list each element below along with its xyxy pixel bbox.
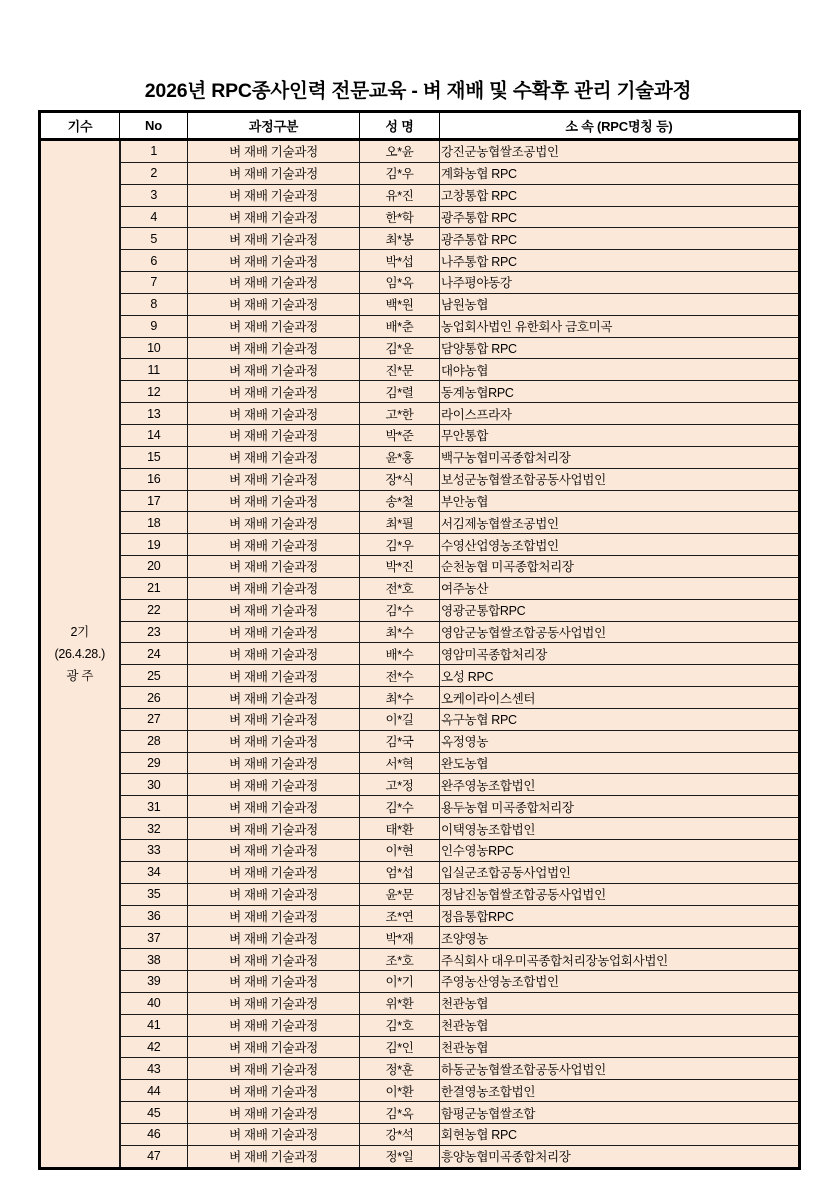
cohort-line: 2기 (70, 624, 89, 639)
cell-name: 김*호 (360, 1014, 440, 1036)
cell-org: 담양통합 RPC (440, 337, 800, 359)
cell-org: 영암미곡종합처리장 (440, 643, 800, 665)
cell-name: 정*일 (360, 1145, 440, 1168)
cell-no: 20 (120, 556, 188, 578)
column-header-no: No (120, 112, 188, 140)
cell-course: 벼 재배 기술과정 (188, 293, 360, 315)
cell-name: 최*봉 (360, 228, 440, 250)
cell-org: 보성군농협쌀조합공동사업법인 (440, 468, 800, 490)
table-row (40, 556, 800, 578)
cell-course: 벼 재배 기술과정 (188, 315, 360, 337)
cell-org: 고창통합 RPC (440, 184, 800, 206)
cell-name: 배*수 (360, 643, 440, 665)
cell-name: 김*우 (360, 534, 440, 556)
cell-org: 광주통합 RPC (440, 206, 800, 228)
table-row (40, 818, 800, 840)
cell-name: 고*정 (360, 774, 440, 796)
cell-no: 43 (120, 1058, 188, 1080)
table-row (40, 1014, 800, 1036)
table-row (40, 446, 800, 468)
cell-name: 배*춘 (360, 315, 440, 337)
cell-no: 18 (120, 512, 188, 534)
table-row (40, 927, 800, 949)
table-row (40, 577, 800, 599)
table-header-row (40, 112, 800, 140)
cell-no: 35 (120, 883, 188, 905)
cell-course: 벼 재배 기술과정 (188, 424, 360, 446)
cell-org: 회현농협 RPC (440, 1123, 800, 1145)
cell-name: 전*호 (360, 577, 440, 599)
cell-course: 벼 재배 기술과정 (188, 883, 360, 905)
cell-name: 전*수 (360, 665, 440, 687)
cell-no: 6 (120, 250, 188, 272)
table-row (40, 665, 800, 687)
cell-no: 5 (120, 228, 188, 250)
table-row (40, 730, 800, 752)
cell-org: 옥정영농 (440, 730, 800, 752)
table-row (40, 774, 800, 796)
cell-no: 12 (120, 381, 188, 403)
table-row (40, 512, 800, 534)
cell-name: 최*수 (360, 621, 440, 643)
cell-org: 오케이라이스센터 (440, 687, 800, 709)
cell-course: 벼 재배 기술과정 (188, 556, 360, 578)
cell-name: 이*길 (360, 708, 440, 730)
cell-org: 용두농협 미곡종합처리장 (440, 796, 800, 818)
cell-course: 벼 재배 기술과정 (188, 774, 360, 796)
table-row (40, 708, 800, 730)
cell-name: 조*연 (360, 905, 440, 927)
cell-org: 천관농협 (440, 1036, 800, 1058)
cell-no: 47 (120, 1145, 188, 1168)
cell-course: 벼 재배 기술과정 (188, 140, 360, 163)
table-body (40, 140, 800, 1169)
table-row (40, 1102, 800, 1124)
table-row (40, 971, 800, 993)
cell-org: 천관농협 (440, 992, 800, 1014)
cell-name: 윤*문 (360, 883, 440, 905)
cell-org: 한결영농조합법인 (440, 1080, 800, 1102)
cell-name: 최*수 (360, 687, 440, 709)
cell-course: 벼 재배 기술과정 (188, 1014, 360, 1036)
table-row (40, 490, 800, 512)
cell-no: 9 (120, 315, 188, 337)
roster-table (38, 110, 801, 1170)
cell-no: 3 (120, 184, 188, 206)
cell-org: 라이스프라자 (440, 403, 800, 425)
cell-name: 김*운 (360, 337, 440, 359)
cell-name: 김*옥 (360, 1102, 440, 1124)
cell-name: 서*혁 (360, 752, 440, 774)
cell-no: 10 (120, 337, 188, 359)
cell-course: 벼 재배 기술과정 (188, 730, 360, 752)
cell-no: 36 (120, 905, 188, 927)
cell-no: 13 (120, 403, 188, 425)
cell-org: 나주통합 RPC (440, 250, 800, 272)
cell-no: 4 (120, 206, 188, 228)
cell-name: 최*필 (360, 512, 440, 534)
table-row (40, 140, 800, 163)
cell-course: 벼 재배 기술과정 (188, 337, 360, 359)
cell-no: 2 (120, 162, 188, 184)
cell-no: 33 (120, 840, 188, 862)
cell-cohort (40, 140, 120, 1169)
cell-course: 벼 재배 기술과정 (188, 1102, 360, 1124)
cell-org: 인수영농RPC (440, 840, 800, 862)
cell-name: 강*석 (360, 1123, 440, 1145)
cell-course: 벼 재배 기술과정 (188, 992, 360, 1014)
table-row (40, 206, 800, 228)
cell-org: 주영농산영농조합법인 (440, 971, 800, 993)
cell-course: 벼 재배 기술과정 (188, 599, 360, 621)
cell-course: 벼 재배 기술과정 (188, 446, 360, 468)
cell-org: 계화농협 RPC (440, 162, 800, 184)
cell-name: 이*현 (360, 840, 440, 862)
cell-org: 입실군조합공동사업법인 (440, 861, 800, 883)
cell-course: 벼 재배 기술과정 (188, 272, 360, 294)
table-row (40, 250, 800, 272)
table-row (40, 184, 800, 206)
cell-course: 벼 재배 기술과정 (188, 1145, 360, 1168)
cell-no: 29 (120, 752, 188, 774)
cell-no: 27 (120, 708, 188, 730)
cell-no: 34 (120, 861, 188, 883)
cell-name: 윤*홍 (360, 446, 440, 468)
cell-course: 벼 재배 기술과정 (188, 665, 360, 687)
table-row (40, 1123, 800, 1145)
cell-course: 벼 재배 기술과정 (188, 184, 360, 206)
table-row (40, 1058, 800, 1080)
cell-name: 정*훈 (360, 1058, 440, 1080)
table-row (40, 687, 800, 709)
table-row (40, 293, 800, 315)
table-row (40, 381, 800, 403)
cell-name: 박*섭 (360, 250, 440, 272)
cell-course: 벼 재배 기술과정 (188, 512, 360, 534)
cell-name: 위*환 (360, 992, 440, 1014)
cell-course: 벼 재배 기술과정 (188, 971, 360, 993)
cell-org: 영암군농협쌀조합공동사업법인 (440, 621, 800, 643)
cell-org: 완도농협 (440, 752, 800, 774)
cell-no: 40 (120, 992, 188, 1014)
cell-name: 박*진 (360, 556, 440, 578)
cell-org: 하동군농협쌀조합공동사업법인 (440, 1058, 800, 1080)
cell-course: 벼 재배 기술과정 (188, 949, 360, 971)
cell-course: 벼 재배 기술과정 (188, 861, 360, 883)
table-row (40, 403, 800, 425)
cell-no: 32 (120, 818, 188, 840)
table-row (40, 796, 800, 818)
cell-no: 30 (120, 774, 188, 796)
cell-no: 44 (120, 1080, 188, 1102)
cell-org: 여주농산 (440, 577, 800, 599)
cell-course: 벼 재배 기술과정 (188, 1036, 360, 1058)
cell-name: 박*준 (360, 424, 440, 446)
cell-course: 벼 재배 기술과정 (188, 403, 360, 425)
table-row (40, 337, 800, 359)
cell-course: 벼 재배 기술과정 (188, 250, 360, 272)
cell-name: 태*환 (360, 818, 440, 840)
cell-course: 벼 재배 기술과정 (188, 687, 360, 709)
column-header-cohort: 기수 (40, 112, 120, 140)
table-row (40, 272, 800, 294)
cell-org: 함평군농협쌀조합 (440, 1102, 800, 1124)
cell-no: 28 (120, 730, 188, 752)
cell-no: 42 (120, 1036, 188, 1058)
cell-no: 1 (120, 140, 188, 163)
cohort-line: (26.4.28.) (54, 646, 105, 661)
table-row (40, 752, 800, 774)
cell-no: 45 (120, 1102, 188, 1124)
cell-no: 41 (120, 1014, 188, 1036)
cell-org: 백구농협미곡종합처리장 (440, 446, 800, 468)
cell-no: 22 (120, 599, 188, 621)
cell-name: 진*문 (360, 359, 440, 381)
cell-org: 순천농협 미곡종합처리장 (440, 556, 800, 578)
table-row (40, 992, 800, 1014)
cell-no: 15 (120, 446, 188, 468)
column-header-organization: 소 속 (RPC명칭 등) (440, 112, 800, 140)
cell-org: 서김제농협쌀조공법인 (440, 512, 800, 534)
page-title: 2026년 RPC종사인력 전문교육 - 벼 재배 및 수확후 관리 기술과정 (144, 80, 692, 102)
cell-name: 송*철 (360, 490, 440, 512)
table-row (40, 861, 800, 883)
table-row (40, 534, 800, 556)
table-row (40, 599, 800, 621)
cell-org: 농업회사법인 유한회사 금호미곡 (440, 315, 800, 337)
cell-org: 남원농협 (440, 293, 800, 315)
table-row (40, 1036, 800, 1058)
cell-name: 유*진 (360, 184, 440, 206)
cell-course: 벼 재배 기술과정 (188, 621, 360, 643)
cell-org: 대야농협 (440, 359, 800, 381)
cell-name: 장*식 (360, 468, 440, 490)
cell-course: 벼 재배 기술과정 (188, 927, 360, 949)
cell-no: 7 (120, 272, 188, 294)
cell-name: 박*재 (360, 927, 440, 949)
cell-org: 무안통합 (440, 424, 800, 446)
cell-course: 벼 재배 기술과정 (188, 796, 360, 818)
cell-no: 31 (120, 796, 188, 818)
cell-no: 8 (120, 293, 188, 315)
cell-name: 김*렬 (360, 381, 440, 403)
cell-name: 고*한 (360, 403, 440, 425)
cell-no: 37 (120, 927, 188, 949)
cell-course: 벼 재배 기술과정 (188, 577, 360, 599)
cell-name: 조*호 (360, 949, 440, 971)
cell-name: 오*윤 (360, 140, 440, 163)
table-row (40, 1145, 800, 1168)
cell-course: 벼 재배 기술과정 (188, 1123, 360, 1145)
cell-name: 김*우 (360, 162, 440, 184)
cell-org: 강진군농협쌀조공법인 (440, 140, 800, 163)
cell-course: 벼 재배 기술과정 (188, 1080, 360, 1102)
cell-course: 벼 재배 기술과정 (188, 162, 360, 184)
cell-no: 11 (120, 359, 188, 381)
cell-org: 나주평야동강 (440, 272, 800, 294)
table-row (40, 643, 800, 665)
cell-no: 21 (120, 577, 188, 599)
cell-org: 흥양농협미곡종합처리장 (440, 1145, 800, 1168)
cell-org: 동계농협RPC (440, 381, 800, 403)
cell-name: 김*수 (360, 796, 440, 818)
cell-no: 38 (120, 949, 188, 971)
cell-course: 벼 재배 기술과정 (188, 818, 360, 840)
table-row (40, 621, 800, 643)
cell-org: 천관농협 (440, 1014, 800, 1036)
cell-no: 24 (120, 643, 188, 665)
column-header-name: 성 명 (360, 112, 440, 140)
cell-course: 벼 재배 기술과정 (188, 490, 360, 512)
cohort-line: 광 주 (66, 668, 94, 683)
cell-no: 17 (120, 490, 188, 512)
cell-no: 23 (120, 621, 188, 643)
cell-no: 26 (120, 687, 188, 709)
cell-org: 오성 RPC (440, 665, 800, 687)
cell-org: 영광군통합RPC (440, 599, 800, 621)
cell-name: 김*수 (360, 599, 440, 621)
cell-course: 벼 재배 기술과정 (188, 228, 360, 250)
cell-no: 25 (120, 665, 188, 687)
cell-name: 김*국 (360, 730, 440, 752)
table-row (40, 905, 800, 927)
cell-org: 수영산업영농조합법인 (440, 534, 800, 556)
cell-course: 벼 재배 기술과정 (188, 381, 360, 403)
cell-org: 주식회사 대우미곡종합처리장농업회사법인 (440, 949, 800, 971)
cell-org: 옥구농협 RPC (440, 708, 800, 730)
cell-course: 벼 재배 기술과정 (188, 1058, 360, 1080)
cell-course: 벼 재배 기술과정 (188, 905, 360, 927)
table-row (40, 883, 800, 905)
cell-course: 벼 재배 기술과정 (188, 468, 360, 490)
cell-name: 백*원 (360, 293, 440, 315)
cell-org: 완주영농조합법인 (440, 774, 800, 796)
cell-no: 14 (120, 424, 188, 446)
table-row (40, 315, 800, 337)
cell-course: 벼 재배 기술과정 (188, 752, 360, 774)
cell-org: 정읍통합RPC (440, 905, 800, 927)
column-header-course: 과정구분 (188, 112, 360, 140)
cell-name: 이*환 (360, 1080, 440, 1102)
cell-course: 벼 재배 기술과정 (188, 643, 360, 665)
cell-course: 벼 재배 기술과정 (188, 840, 360, 862)
table-row (40, 162, 800, 184)
cell-name: 김*인 (360, 1036, 440, 1058)
table-row (40, 468, 800, 490)
table-row (40, 1080, 800, 1102)
cell-no: 39 (120, 971, 188, 993)
cell-course: 벼 재배 기술과정 (188, 206, 360, 228)
table-row (40, 228, 800, 250)
cell-org: 부안농협 (440, 490, 800, 512)
cell-no: 46 (120, 1123, 188, 1145)
cell-org: 이택영농조합법인 (440, 818, 800, 840)
table-row (40, 949, 800, 971)
cell-no: 16 (120, 468, 188, 490)
cell-org: 광주통합 RPC (440, 228, 800, 250)
cell-org: 정남진농협쌀조합공동사업법인 (440, 883, 800, 905)
table-row (40, 424, 800, 446)
table-header (40, 112, 800, 140)
table-row (40, 840, 800, 862)
cell-name: 임*옥 (360, 272, 440, 294)
roster-table-container (38, 110, 798, 1170)
cell-no: 19 (120, 534, 188, 556)
table-row (40, 359, 800, 381)
cell-course: 벼 재배 기술과정 (188, 534, 360, 556)
cell-name: 한*학 (360, 206, 440, 228)
cell-org: 조양영농 (440, 927, 800, 949)
cell-course: 벼 재배 기술과정 (188, 708, 360, 730)
cell-name: 이*기 (360, 971, 440, 993)
cell-name: 엄*섭 (360, 861, 440, 883)
cell-course: 벼 재배 기술과정 (188, 359, 360, 381)
